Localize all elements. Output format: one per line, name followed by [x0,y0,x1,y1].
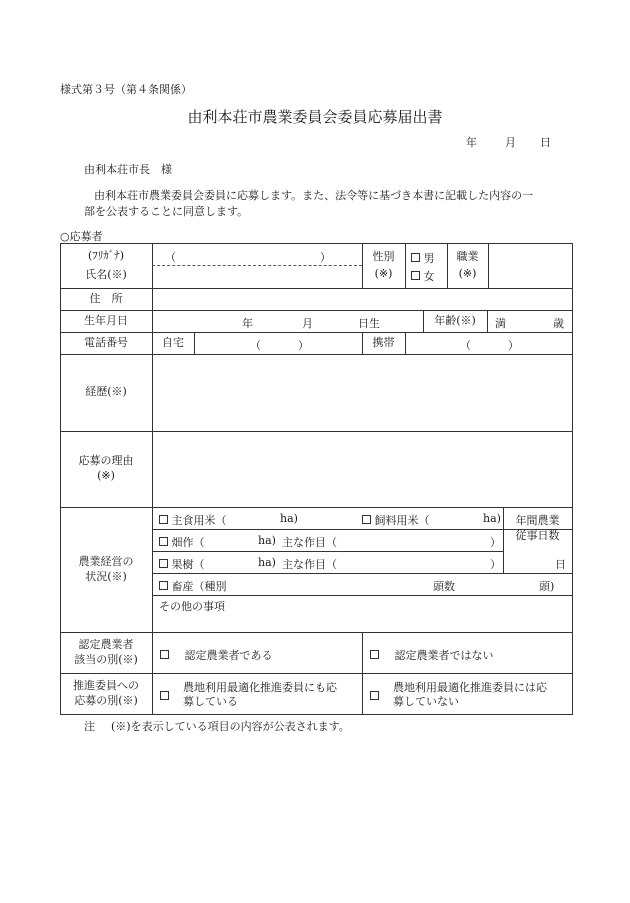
certified-farmer-label [60,632,152,673]
home-paren-open: （ [250,339,261,352]
other-matters-label: その他の事項 [159,600,225,613]
rice-food-option[interactable] [159,512,227,528]
promotion-no-line1: 農地利用最適化推進委員には応 [393,681,547,694]
livestock-label: 畜産（種別 [171,580,227,593]
mobile-phone-label: 携帯 [372,335,395,349]
mobile-paren-open: （ [460,339,471,352]
orchard-label: 果樹（ [171,558,205,571]
age-label: 年齢(※) [434,313,476,327]
promotion-committee-label-line2: 応募の別(※) [74,693,138,707]
date-month[interactable]: 月 [505,136,516,149]
field-crop-main-field[interactable] [345,532,485,549]
field-crop-main-label: 主な作目（ [282,536,337,549]
form-number: 様式第３号（第４条関係） [60,83,192,96]
female-option[interactable] [411,268,435,284]
home-paren-close: ） [298,339,309,352]
field-crop-label: 畑作（ [171,536,205,549]
address-label: 住 所 [89,291,123,305]
work-days-label [503,511,572,547]
sex-label: 性別 [372,249,395,263]
promotion-yes-line2: 募している [183,695,238,709]
note-label: 注 [84,720,95,733]
mobile-phone-field[interactable] [408,334,569,352]
work-days-label-line1: 年間農業 [515,514,560,528]
promotion-committee-label [60,673,152,714]
promotion-committee-label-line1: 推進委員への [73,678,139,692]
orchard-checkbox[interactable] [159,559,168,568]
promotion-no-checkbox[interactable] [370,691,379,700]
livestock-option[interactable] [159,578,227,594]
rice-feed-option[interactable] [362,512,430,528]
reason-label [60,431,152,507]
birthdate-field[interactable] [160,312,418,330]
female-label: 女 [423,270,435,283]
livestock-count-label: 頭数 [433,580,455,593]
promotion-yes-checkbox[interactable] [160,691,169,700]
age-field[interactable] [512,312,550,330]
orchard-option[interactable] [159,556,205,572]
job-field[interactable] [490,246,570,286]
certified-farmer-label-line1: 認定農業者 [78,637,134,651]
work-days-unit: 日 [555,558,566,571]
farm-status-label [60,507,152,632]
field-crop-checkbox[interactable] [159,537,168,546]
certified-no-option[interactable] [370,647,494,663]
orchard-main-label: 主な作目（ [282,558,337,571]
certified-no-checkbox[interactable] [370,650,379,659]
livestock-count-unit: 頭) [539,580,555,593]
home-phone-label: 自宅 [162,335,184,349]
reason-label-line1: 応募の理由 [78,454,134,468]
certified-yes-label: 認定農業者である [184,649,273,662]
field-crop-ha-unit: ha) [258,534,276,547]
birthdate-label: 生年月日 [84,313,128,327]
age-full-prefix: 満 [495,317,506,330]
field-crop-close: ） [490,536,501,549]
male-option[interactable] [411,250,435,266]
promotion-yes-text [183,681,337,710]
work-days-field[interactable] [506,554,552,571]
home-phone-field[interactable] [197,334,359,352]
orchard-close: ） [490,558,501,571]
birth-day-unit: 日生 [358,317,380,330]
field-crop-option[interactable] [159,534,205,550]
promotion-no-line2: 募していない [393,695,459,709]
address-field[interactable] [155,290,569,308]
rice-feed-checkbox[interactable] [362,515,371,524]
section-heading: ○応募者 [60,230,103,243]
farm-status-label-line2: 状況(※) [85,569,127,583]
promotion-yes-option[interactable] [160,681,337,710]
furigana-field[interactable] [175,246,315,263]
work-days-label-line2: 従事日数 [515,529,560,542]
female-checkbox[interactable] [411,271,420,280]
certified-yes-checkbox[interactable] [160,650,169,659]
date-day[interactable]: 日 [540,136,551,149]
furigana-open: （ [165,251,176,264]
birth-month-unit: 月 [302,317,313,330]
field-crop-area-field[interactable] [220,532,256,549]
certified-farmer-label-line2: 該当の別(※) [74,652,138,666]
page-title: 由利本荘市農業委員会委員応募届出書 [187,108,443,126]
name-label: 氏名(※) [85,267,127,281]
rice-food-area-field[interactable] [238,510,278,527]
furigana-close: ） [320,251,331,264]
orchard-main-field[interactable] [345,554,485,571]
note-text: (※)を表示している項目の内容が公表されます。 [111,720,350,733]
orchard-area-field[interactable] [220,554,256,571]
livestock-kind-field[interactable] [250,576,425,593]
promotion-yes-line1: 農地利用最適化推進委員にも応 [183,681,337,694]
other-matters-field[interactable] [155,613,569,630]
reason-label-line2: (※) [97,469,115,482]
sex-public-mark: (※) [374,266,393,280]
reason-field[interactable] [155,434,569,504]
livestock-count-field[interactable] [462,576,536,593]
certified-no-label: 認定農業者ではない [394,649,494,662]
promotion-no-option[interactable] [370,681,547,710]
male-checkbox[interactable] [411,253,420,262]
promotion-no-text [393,681,547,710]
livestock-checkbox[interactable] [159,581,168,590]
intro-line-1: 由利本荘市農業委員会委員に応募します。また、法令等に基づき本書に記載した内容の一 [94,189,534,202]
rice-food-ha-unit: ha) [280,512,298,525]
rice-feed-area-field[interactable] [442,510,482,527]
furigana-label: (ﾌﾘｶﾞﾅ) [87,248,125,262]
rice-feed-ha-unit: ha) [483,512,501,525]
mobile-paren-close: ） [508,339,519,352]
date-year[interactable]: 年 [466,136,477,149]
career-field[interactable] [155,357,569,428]
age-unit: 歳 [553,317,564,330]
orchard-ha-unit: ha) [258,556,276,569]
career-label: 経歴(※) [85,385,127,399]
rice-feed-label: 飼料用米（ [374,514,430,527]
male-label: 男 [423,252,435,265]
certified-yes-option[interactable] [160,647,273,663]
rice-food-label: 主食用米（ [171,514,227,527]
job-public-mark: (※) [458,266,477,280]
farm-status-label-line1: 農業経営の [78,554,134,568]
birth-year-unit: 年 [242,317,253,330]
job-label: 職業 [456,249,479,263]
phone-label: 電話番号 [84,335,128,349]
addressee: 由利本荘市長 様 [84,163,172,176]
rice-food-checkbox[interactable] [159,515,168,524]
name-field[interactable] [155,267,359,286]
intro-line-2: 部を公表することに同意します。 [84,205,249,218]
